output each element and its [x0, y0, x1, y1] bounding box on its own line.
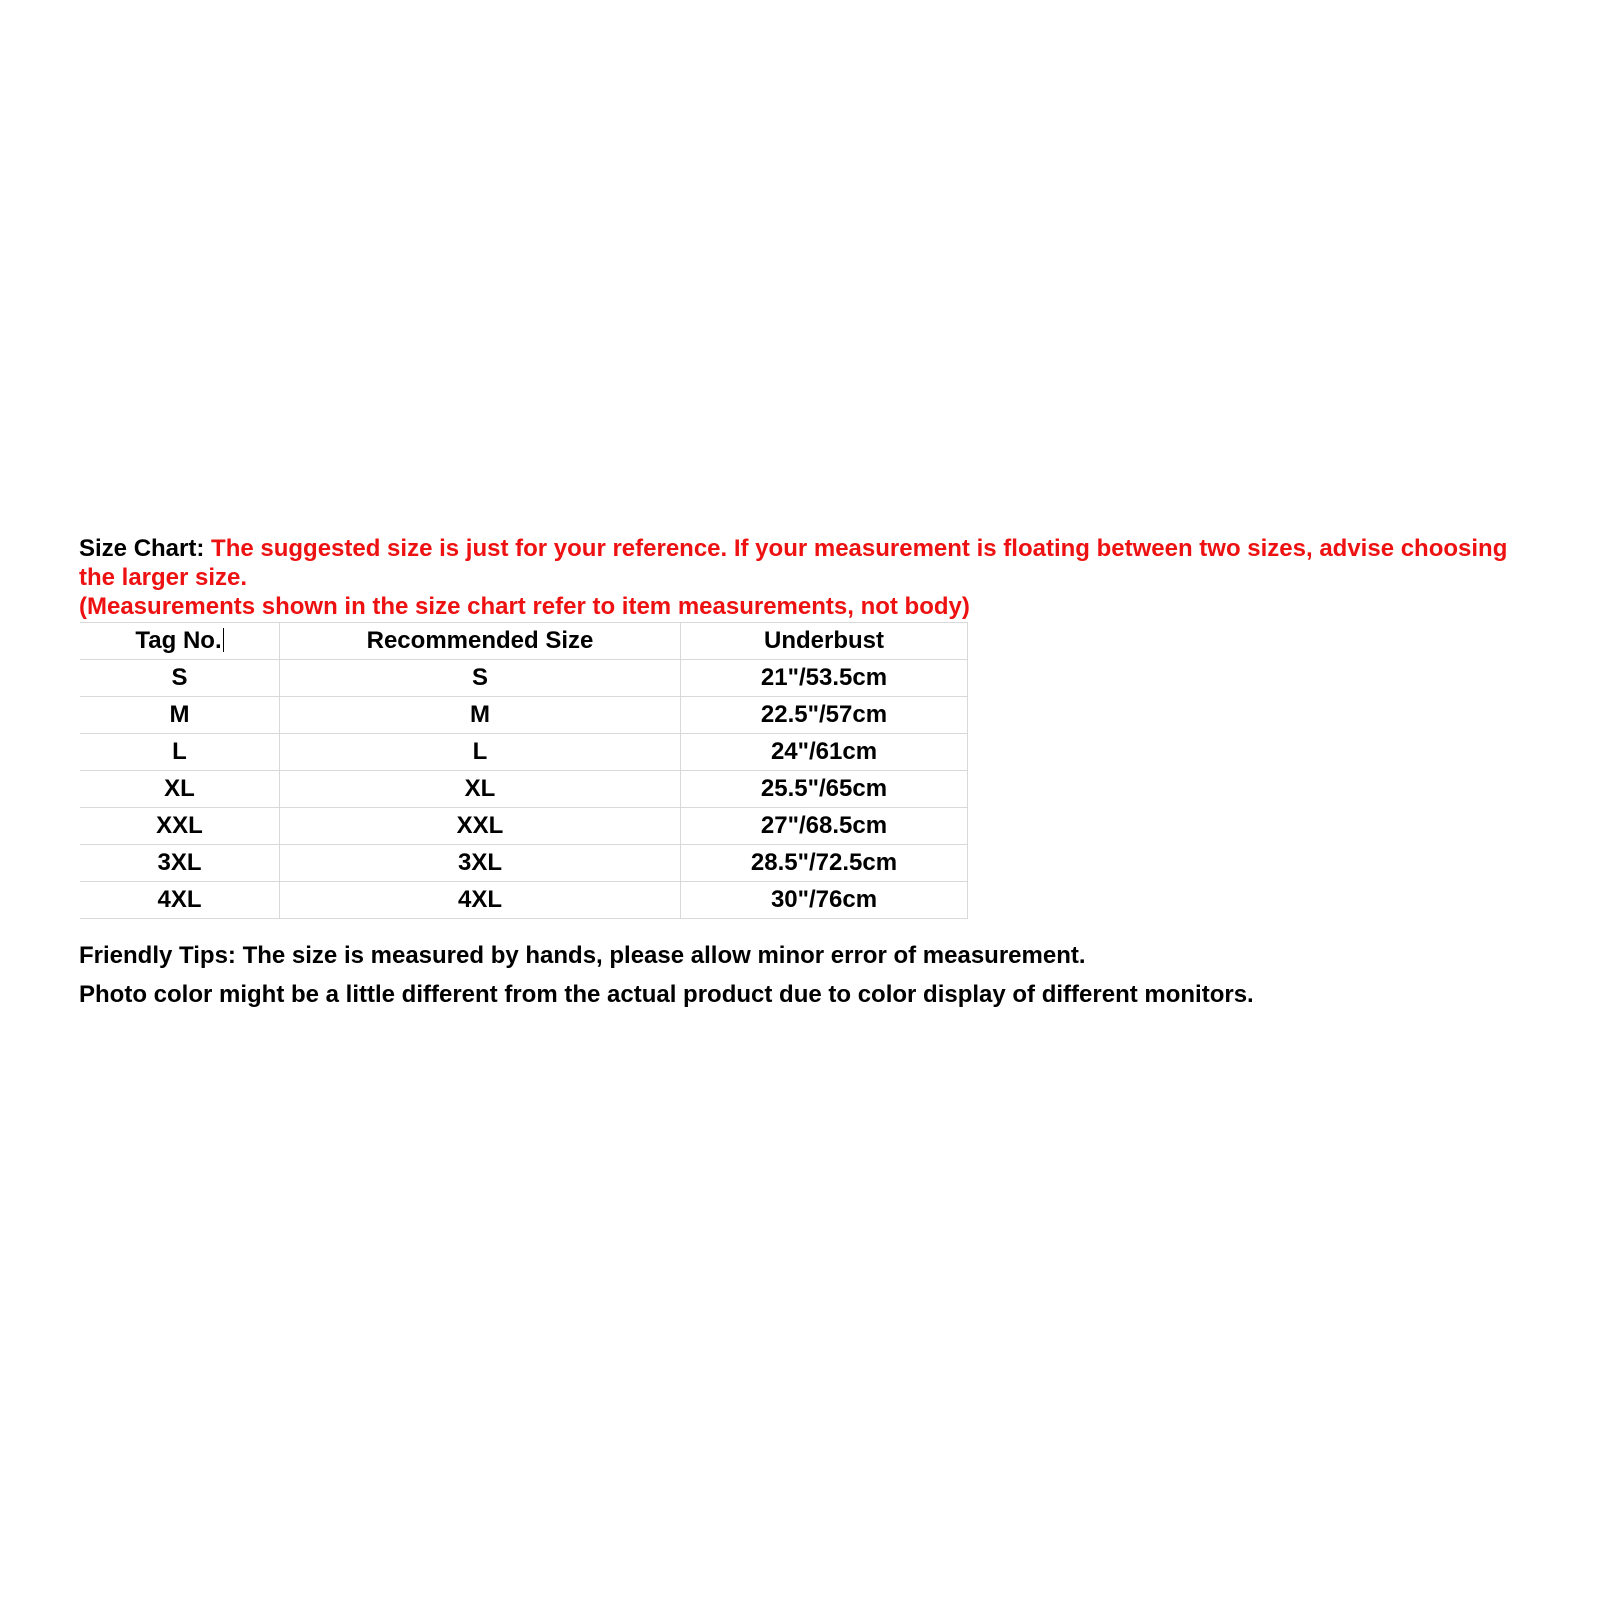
cell-underbust: 25.5"/65cm — [681, 771, 968, 808]
table-row — [80, 845, 968, 882]
table-row — [80, 771, 968, 808]
cell-underbust: 21"/53.5cm — [681, 660, 968, 697]
text-cursor — [223, 628, 224, 652]
table-header-row — [80, 623, 968, 660]
header-recommended-size: Recommended Size — [280, 623, 681, 660]
size-table — [80, 622, 968, 919]
cell-tag: XXL — [80, 808, 280, 845]
measurement-disclaimer: (Measurements shown in the size chart refer to item measurements, not body) — [79, 593, 970, 620]
header-tag-no: Tag No. — [80, 623, 280, 660]
cell-underbust: 24"/61cm — [681, 734, 968, 771]
table-row — [80, 697, 968, 734]
header-underbust: Underbust — [681, 623, 968, 660]
cell-size: XL — [280, 771, 681, 808]
cell-tag: L — [80, 734, 280, 771]
table-row — [80, 734, 968, 771]
cell-tag: M — [80, 697, 280, 734]
cell-tag: S — [80, 660, 280, 697]
cell-size: L — [280, 734, 681, 771]
cell-underbust: 22.5"/57cm — [681, 697, 968, 734]
cell-underbust: 27"/68.5cm — [681, 808, 968, 845]
cell-tag: 3XL — [80, 845, 280, 882]
cell-size: 3XL — [280, 845, 681, 882]
friendly-tips — [79, 936, 1539, 1014]
cell-size: XXL — [280, 808, 681, 845]
cell-tag: XL — [80, 771, 280, 808]
cell-size: S — [280, 660, 681, 697]
size-chart-section — [79, 534, 1539, 1014]
table-row — [80, 808, 968, 845]
table-row — [80, 882, 968, 919]
size-advice-note: The suggested size is just for your reference. If your measurement is floating between two sizes, advise choosing the larger size. — [79, 535, 1508, 591]
size-chart-intro — [79, 534, 1539, 621]
cell-size: 4XL — [280, 882, 681, 919]
tips-line-measurement: Friendly Tips: The size is measured by hands, please allow minor error of measurement. — [79, 942, 1086, 969]
cell-underbust: 28.5"/72.5cm — [681, 845, 968, 882]
cell-size: M — [280, 697, 681, 734]
cell-tag: 4XL — [80, 882, 280, 919]
tips-line-color: Photo color might be a little different from the actual product due to color display of different monitors. — [79, 981, 1254, 1008]
size-chart-label: Size Chart: — [79, 535, 205, 562]
table-row — [80, 660, 968, 697]
cell-underbust: 30"/76cm — [681, 882, 968, 919]
